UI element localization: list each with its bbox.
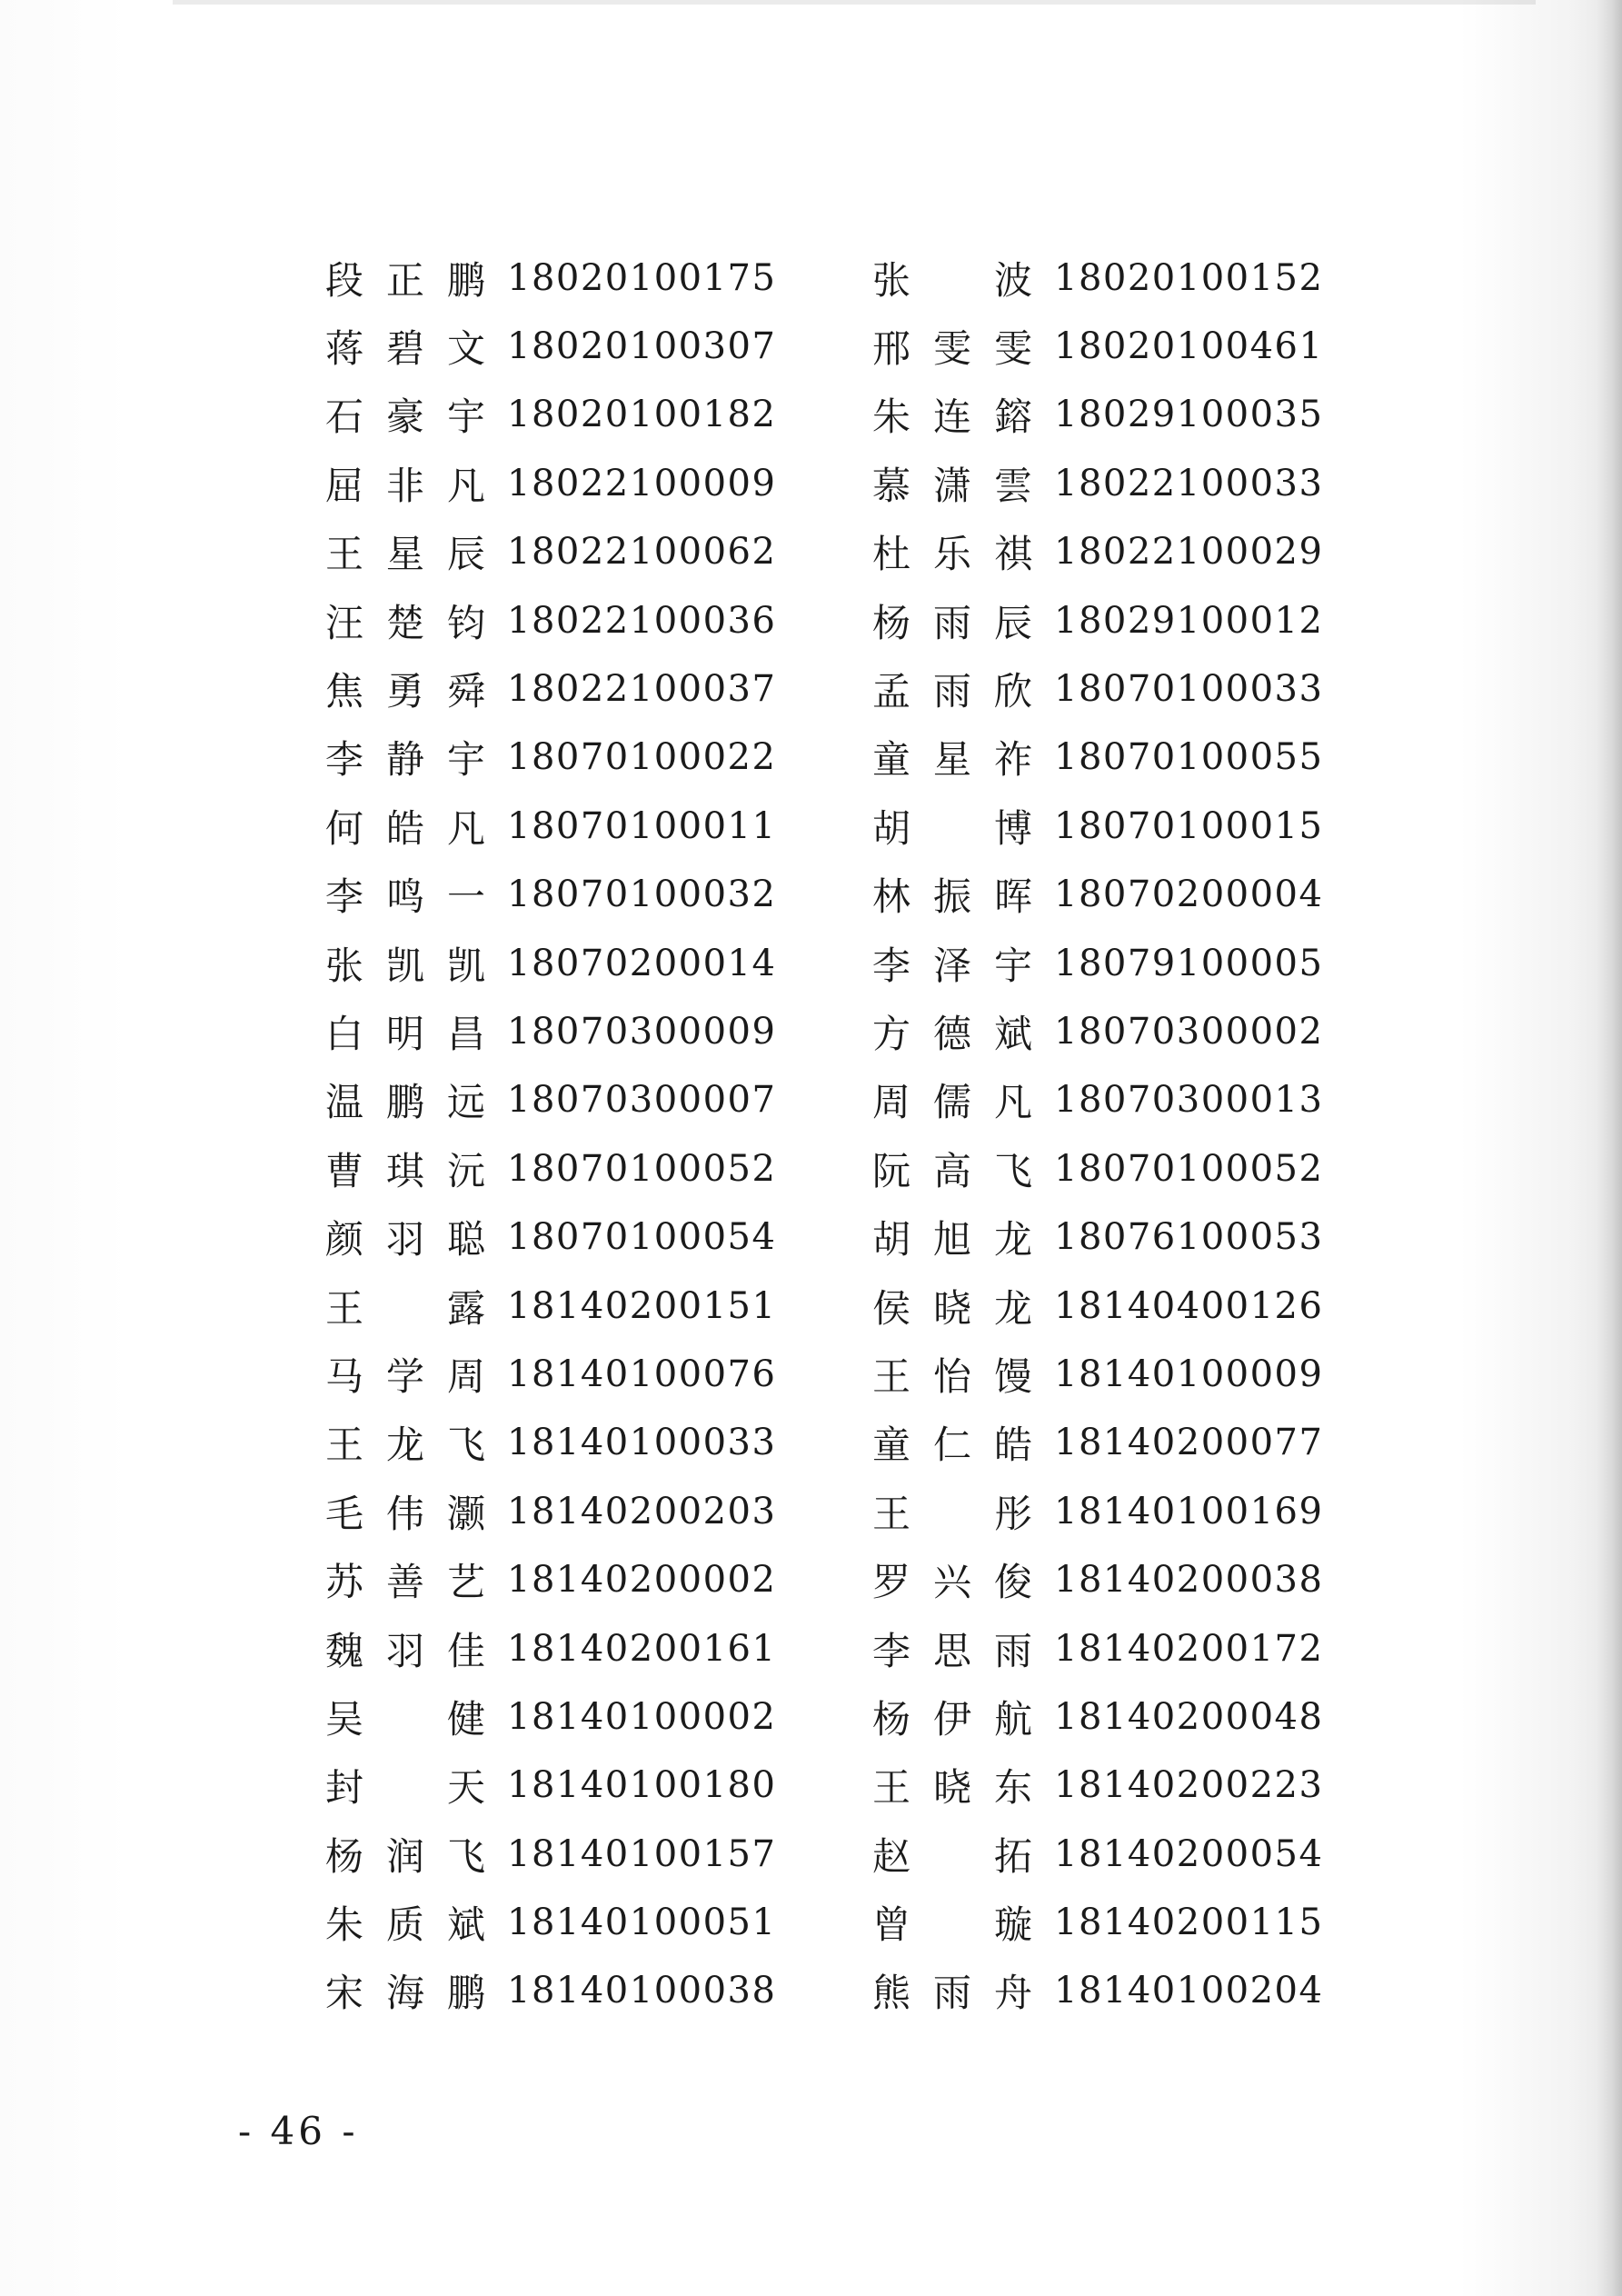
student-id: 18140100204 xyxy=(1054,1970,1324,2012)
roster-entry xyxy=(872,1340,1323,1408)
student-id: 18022100033 xyxy=(1054,462,1324,504)
student-name: 宋 海 鹏 xyxy=(325,1971,486,2016)
roster-entry xyxy=(872,929,1323,997)
roster-entry xyxy=(325,654,776,723)
student-name: 马 学 周 xyxy=(325,1353,486,1399)
student-id: 18070100032 xyxy=(507,873,777,916)
student-name: 熊 雨 舟 xyxy=(872,1971,1033,2016)
student-id: 18140400126 xyxy=(1054,1284,1324,1327)
roster-entry xyxy=(325,1134,776,1203)
roster-entry xyxy=(325,1614,776,1682)
roster-entry xyxy=(872,244,1323,312)
student-id: 18020100461 xyxy=(1054,325,1324,368)
roster-entry xyxy=(325,1477,776,1545)
student-id: 18022100062 xyxy=(507,531,777,574)
student-name: 阮 高 飞 xyxy=(872,1148,1033,1193)
student-name: 石 豪 宇 xyxy=(325,394,486,440)
roster-entry xyxy=(325,1409,776,1477)
student-name: 蒋 碧 文 xyxy=(325,326,486,372)
student-id: 18140100180 xyxy=(507,1764,777,1807)
student-id: 18070100022 xyxy=(507,736,777,779)
roster-entry xyxy=(325,1545,776,1613)
roster-entry xyxy=(872,1134,1323,1203)
student-name: 何 皓 凡 xyxy=(325,805,486,851)
roster-entry xyxy=(325,586,776,654)
roster-entry xyxy=(325,518,776,586)
roster-entry xyxy=(872,1614,1323,1682)
roster-entry xyxy=(872,1682,1323,1751)
student-id: 18070300013 xyxy=(1054,1079,1324,1122)
roster-entry xyxy=(325,1340,776,1408)
roster-entry xyxy=(325,449,776,517)
roster-entry xyxy=(872,1409,1323,1477)
student-name: 童 星 祚 xyxy=(872,737,1033,783)
student-name: 杨 润 飞 xyxy=(325,1833,486,1879)
roster-entry xyxy=(325,861,776,929)
student-name: 慕 潇 雲 xyxy=(872,463,1033,508)
student-name: 王 露 xyxy=(325,1285,486,1331)
student-id: 18140200002 xyxy=(507,1559,777,1602)
scan-top-shadow xyxy=(173,0,1536,5)
student-name: 焦 勇 舜 xyxy=(325,669,486,714)
roster-entry xyxy=(325,1066,776,1134)
roster-entry xyxy=(872,861,1323,929)
roster-entry xyxy=(872,1272,1323,1340)
student-id: 18070100011 xyxy=(507,804,777,847)
student-id: 18140100076 xyxy=(507,1353,777,1395)
student-name: 魏 羽 佳 xyxy=(325,1628,486,1673)
roster-right-column xyxy=(872,244,1323,2025)
student-name: 汪 楚 钧 xyxy=(325,600,486,645)
roster-entry xyxy=(325,244,776,312)
student-id: 18070100052 xyxy=(507,1147,777,1190)
student-name: 白 明 昌 xyxy=(325,1011,486,1056)
student-name: 邢 雯 雯 xyxy=(872,326,1033,372)
student-id: 18140200048 xyxy=(1054,1695,1324,1738)
student-id: 18140200172 xyxy=(1054,1627,1324,1670)
roster-entry xyxy=(872,449,1323,517)
student-id: 18020100175 xyxy=(507,256,777,299)
student-name: 方 德 斌 xyxy=(872,1011,1033,1056)
student-id: 18070300002 xyxy=(1054,1010,1324,1053)
student-id: 18022100036 xyxy=(507,599,777,642)
student-name: 李 鸣 一 xyxy=(325,874,486,920)
student-id: 18070100054 xyxy=(507,1216,777,1259)
student-name: 李 静 宇 xyxy=(325,737,486,783)
page-number: - 46 - xyxy=(238,2109,359,2153)
roster-entry xyxy=(872,381,1323,449)
student-id: 18140100033 xyxy=(507,1422,777,1464)
roster-entry xyxy=(325,929,776,997)
student-id: 18022100009 xyxy=(507,462,777,504)
student-name: 张 凯 凯 xyxy=(325,943,486,988)
roster-entry xyxy=(872,312,1323,380)
student-name: 曾 璇 xyxy=(872,1902,1033,1948)
student-id: 18070100052 xyxy=(1054,1147,1324,1190)
student-name: 王 怡 馒 xyxy=(872,1353,1033,1399)
student-id: 18140200223 xyxy=(1054,1764,1324,1807)
student-name: 林 振 晖 xyxy=(872,874,1033,920)
roster-entry xyxy=(325,1957,776,2025)
roster-entry xyxy=(872,654,1323,723)
student-name: 杜 乐 祺 xyxy=(872,532,1033,577)
student-id: 18029100012 xyxy=(1054,599,1324,642)
roster-entry xyxy=(325,312,776,380)
student-name: 胡 旭 龙 xyxy=(872,1217,1033,1263)
student-id: 18140100169 xyxy=(1054,1490,1324,1532)
roster-left-column xyxy=(325,244,776,2025)
student-id: 18140100157 xyxy=(507,1832,777,1875)
roster-entry xyxy=(872,1545,1323,1613)
roster-entry xyxy=(325,1820,776,1888)
student-name: 孟 雨 欣 xyxy=(872,669,1033,714)
roster-entry xyxy=(325,381,776,449)
student-id: 18070100033 xyxy=(1054,668,1324,711)
student-id: 18070100015 xyxy=(1054,804,1324,847)
roster-entry xyxy=(872,724,1323,792)
roster-entry xyxy=(872,586,1323,654)
student-id: 18140100038 xyxy=(507,1970,777,2012)
roster-entry xyxy=(872,792,1323,860)
student-id: 18140200038 xyxy=(1054,1559,1324,1602)
student-id: 18079100005 xyxy=(1054,942,1324,984)
roster-entry xyxy=(325,792,776,860)
student-name: 张 波 xyxy=(872,257,1033,303)
student-name: 毛 伟 灏 xyxy=(325,1491,486,1536)
roster-entry xyxy=(325,1682,776,1751)
student-name: 苏 善 艺 xyxy=(325,1560,486,1605)
student-id: 18140100051 xyxy=(507,1902,777,1944)
student-name: 屈 非 凡 xyxy=(325,463,486,508)
student-id: 18076100053 xyxy=(1054,1216,1324,1259)
student-name: 杨 伊 航 xyxy=(872,1696,1033,1742)
student-id: 18070100055 xyxy=(1054,736,1324,779)
roster-entry xyxy=(325,1752,776,1820)
student-name: 周 儒 凡 xyxy=(872,1080,1033,1125)
student-id: 18140100002 xyxy=(507,1695,777,1738)
student-id: 18140200151 xyxy=(507,1284,777,1327)
student-name: 罗 兴 俊 xyxy=(872,1560,1033,1605)
roster-entry xyxy=(872,1888,1323,1956)
student-id: 18020100182 xyxy=(507,394,777,436)
student-name: 王 龙 飞 xyxy=(325,1423,486,1468)
student-name: 颜 羽 聪 xyxy=(325,1217,486,1263)
student-id: 18070200014 xyxy=(507,942,777,984)
student-name: 王 星 辰 xyxy=(325,532,486,577)
roster-entry xyxy=(872,518,1323,586)
student-name: 王 彤 xyxy=(872,1491,1033,1536)
student-id: 18020100152 xyxy=(1054,256,1324,299)
student-id: 18140200077 xyxy=(1054,1422,1324,1464)
student-id: 18070300009 xyxy=(507,1010,777,1053)
student-name: 童 仁 皓 xyxy=(872,1423,1033,1468)
student-id: 18140200115 xyxy=(1054,1902,1324,1944)
roster-entry xyxy=(872,1752,1323,1820)
roster-entry xyxy=(872,997,1323,1065)
roster-entry xyxy=(872,1820,1323,1888)
student-name: 曹 琪 沅 xyxy=(325,1148,486,1193)
student-id: 18140100009 xyxy=(1054,1353,1324,1395)
student-name: 吴 健 xyxy=(325,1696,486,1742)
roster-entry xyxy=(872,1203,1323,1271)
student-name: 段 正 鹏 xyxy=(325,257,486,303)
student-id: 18070300007 xyxy=(507,1079,777,1122)
student-id: 18070200004 xyxy=(1054,873,1324,916)
student-id: 18140200161 xyxy=(507,1627,777,1670)
roster-entry xyxy=(325,1272,776,1340)
student-id: 18140200203 xyxy=(507,1490,777,1532)
roster-entry xyxy=(325,997,776,1065)
student-name: 李 思 雨 xyxy=(872,1628,1033,1673)
student-id: 18022100037 xyxy=(507,668,777,711)
student-name: 赵 拓 xyxy=(872,1833,1033,1879)
student-id: 18140200054 xyxy=(1054,1832,1324,1875)
student-id: 18020100307 xyxy=(507,325,777,368)
roster-entry xyxy=(872,1957,1323,2025)
roster-entry xyxy=(325,1888,776,1956)
roster-entry xyxy=(325,724,776,792)
roster-entry xyxy=(872,1477,1323,1545)
student-name: 侯 晓 龙 xyxy=(872,1285,1033,1331)
roster-entry xyxy=(872,1066,1323,1134)
student-name: 朱 质 斌 xyxy=(325,1902,486,1948)
student-id: 18022100029 xyxy=(1054,531,1324,574)
scan-right-shadow xyxy=(1597,0,1622,2296)
student-name: 王 晓 东 xyxy=(872,1765,1033,1811)
student-name: 杨 雨 辰 xyxy=(872,600,1033,645)
student-name: 胡 博 xyxy=(872,805,1033,851)
student-name: 温 鹏 远 xyxy=(325,1080,486,1125)
student-name: 封 天 xyxy=(325,1765,486,1811)
student-id: 18029100035 xyxy=(1054,394,1324,436)
roster-entry xyxy=(325,1203,776,1271)
student-name: 李 泽 宇 xyxy=(872,943,1033,988)
student-name: 朱 连 鎔 xyxy=(872,394,1033,440)
